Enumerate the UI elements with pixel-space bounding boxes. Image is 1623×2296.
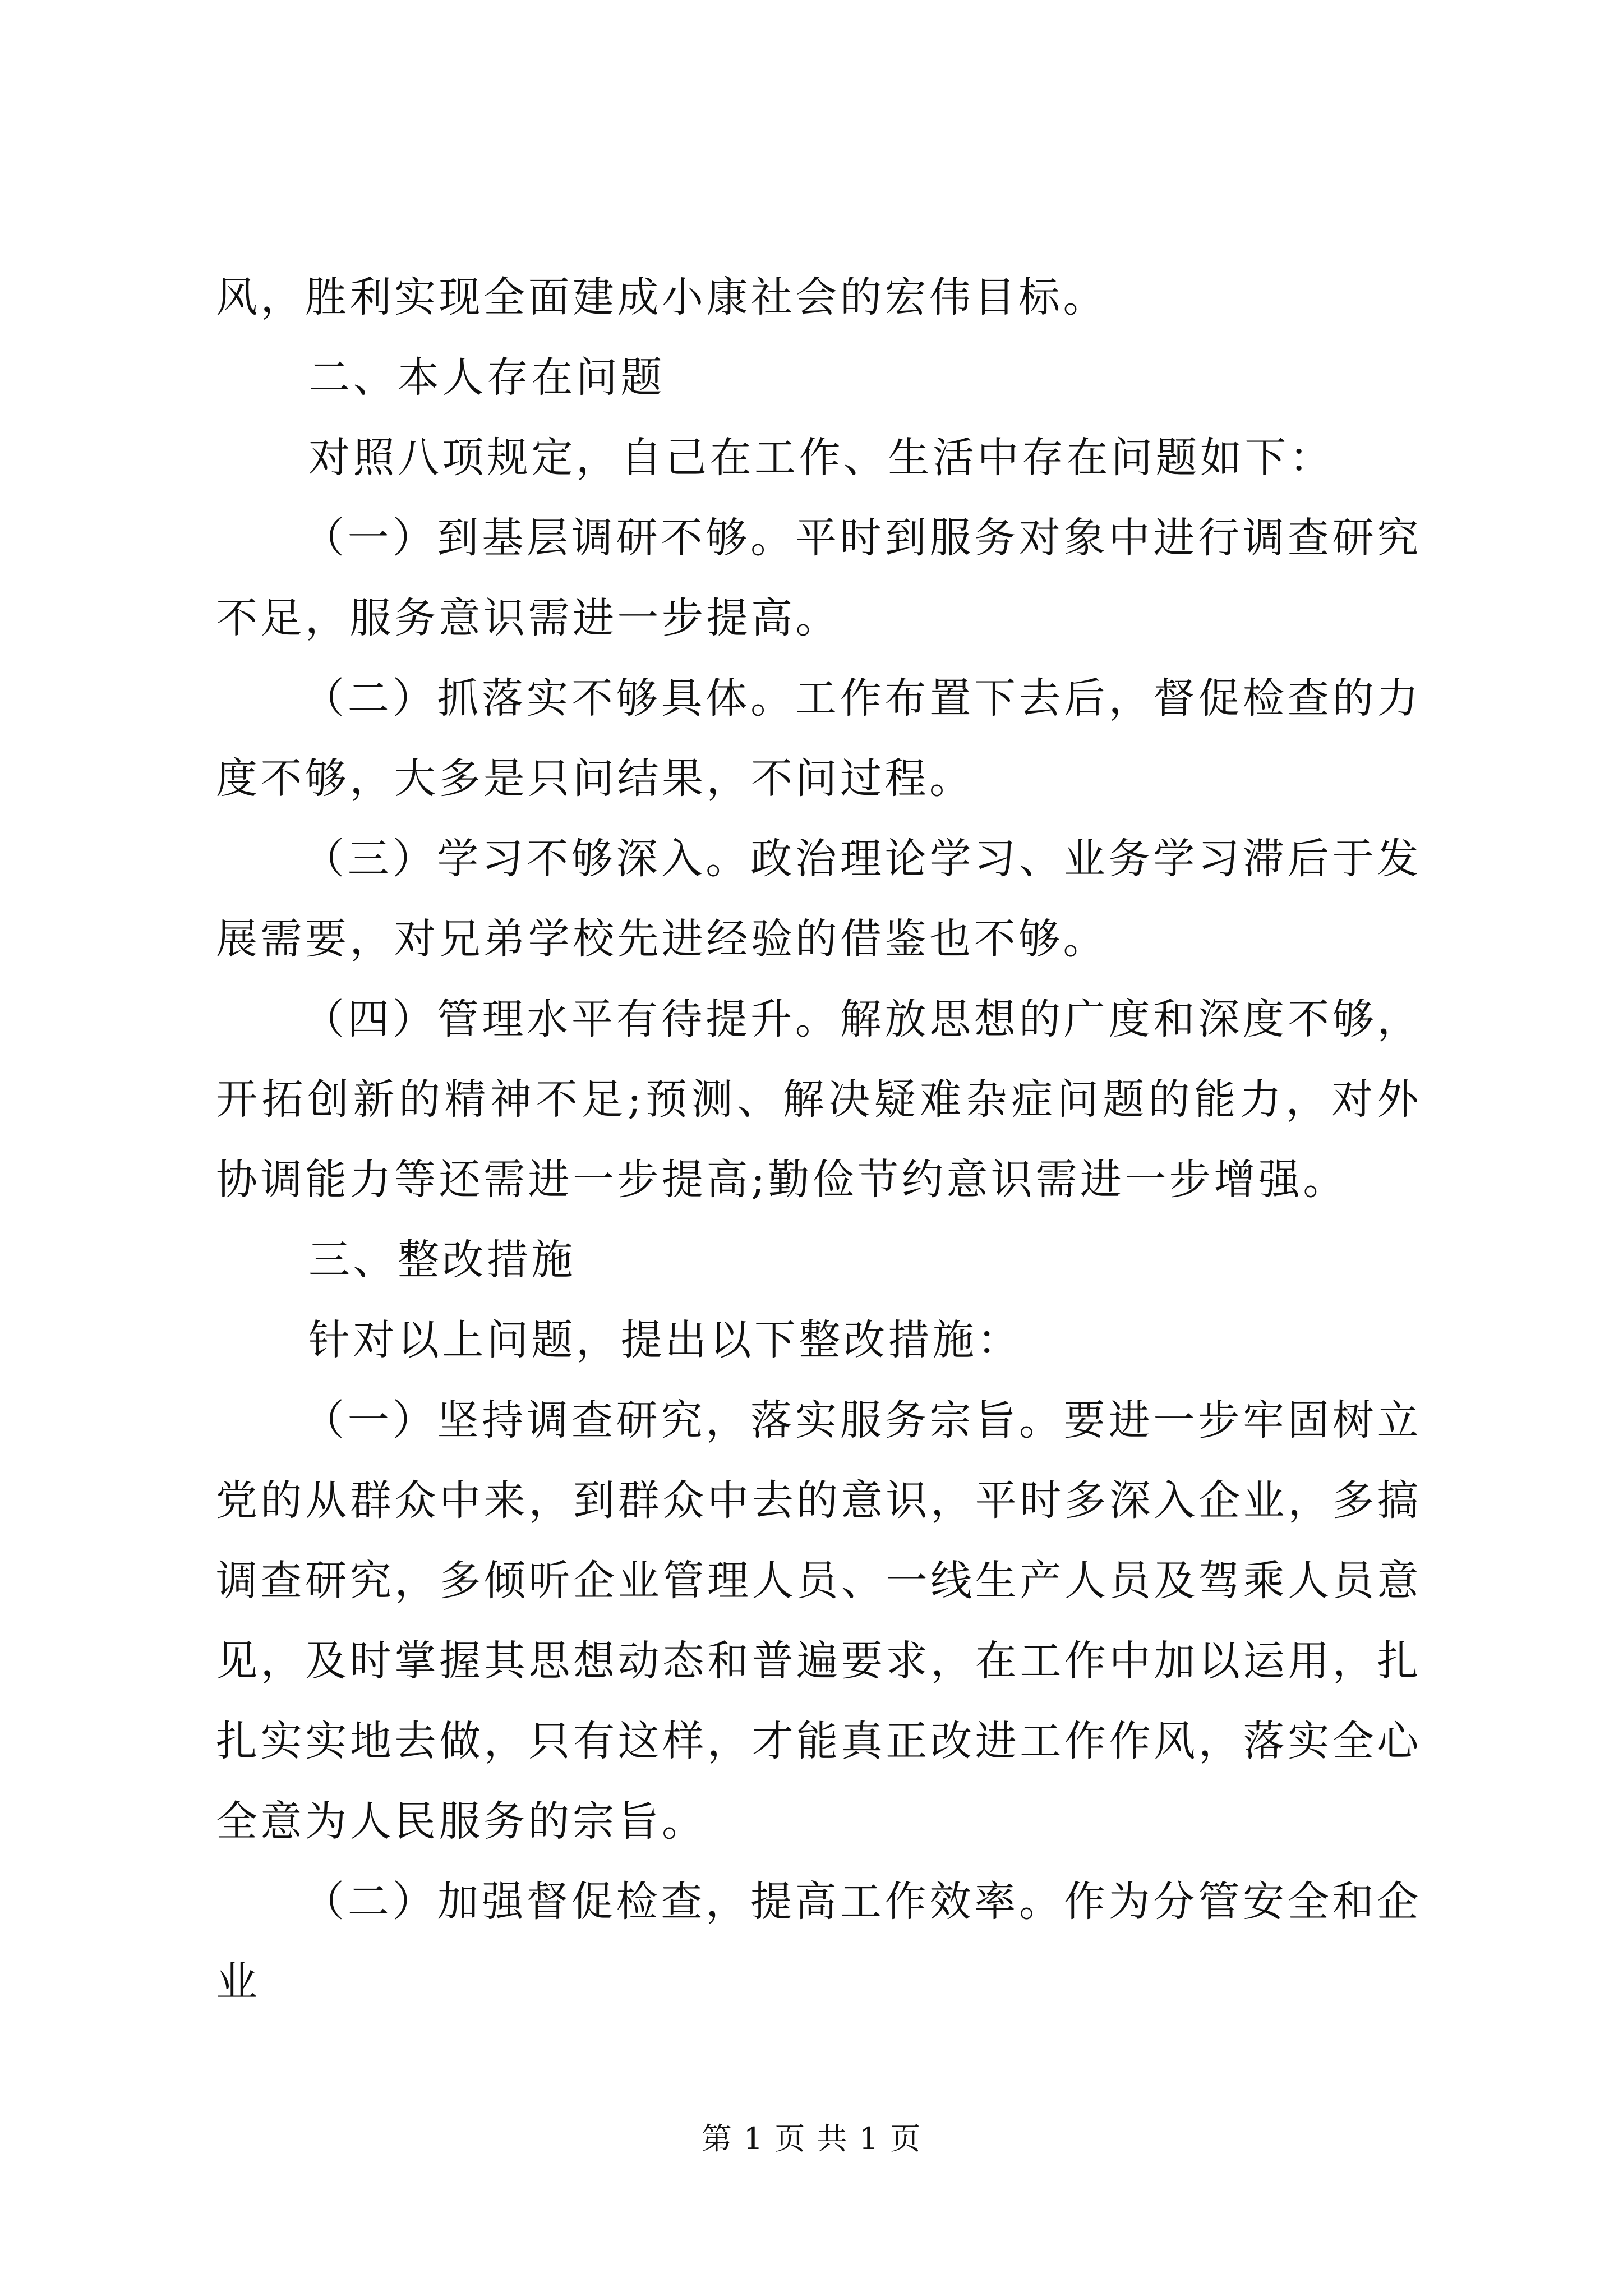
problem-item-3: （三）学习不够深入。政治理论学习、业务学习滞后于发展需要，对兄弟学校先进经验的借鉴也不够。 [216,835,1422,963]
problem-item-2: （二）抓落实不够具体。工作布置下去后，督促检查的力度不够，大多是只问结果，不问过程。 [216,674,1422,803]
problem-item-1: （一）到基层调研不够。平时到服务对象中进行调查研究不足，服务意识需进一步提高。 [216,514,1422,642]
page-footer: 第 1 页 共 1 页 [701,2121,922,2156]
section-heading-measures: 三、整改措施 [308,1236,576,1284]
paragraph-intro-problems: 对照八项规定，自己在工作、生活中存在问题如下： [308,434,1334,482]
measure-item-1: （一）坚持调查研究，落实服务宗旨。要进一步牢固树立党的从群众中来，到群众中去的意识，平时多深入企业，多搞调查研究，多倾听企业管理人员、一线生产人员及驾乘人员意见，及时掌握其思想动态和普遍要求，在工作中加以运用，扎扎实实地去做，只有这样，才能真正改进工作作风，落实全心全意为人民服务的宗旨。 [216,1396,1422,1846]
document-body [216,257,1422,2022]
paragraph-intro-measures: 针对以上问题，提出以下整改措施： [308,1316,1022,1364]
section-heading-problems: 二、本人存在问题 [308,353,665,402]
measure-item-2: （二）加强督促检查，提高工作效率。作为分管安全和企业 [216,1878,1422,2006]
paragraph-continuation: 风，胜利实现全面建成小康社会的宏伟目标。 [216,273,1108,321]
problem-item-4: （四）管理水平有待提升。解放思想的广度和深度不够，开拓创新的精神不足;预测、解决疑难杂症问题的能力，对外协调能力等还需进一步提高;勤俭节约意识需进一步增强。 [216,995,1422,1204]
